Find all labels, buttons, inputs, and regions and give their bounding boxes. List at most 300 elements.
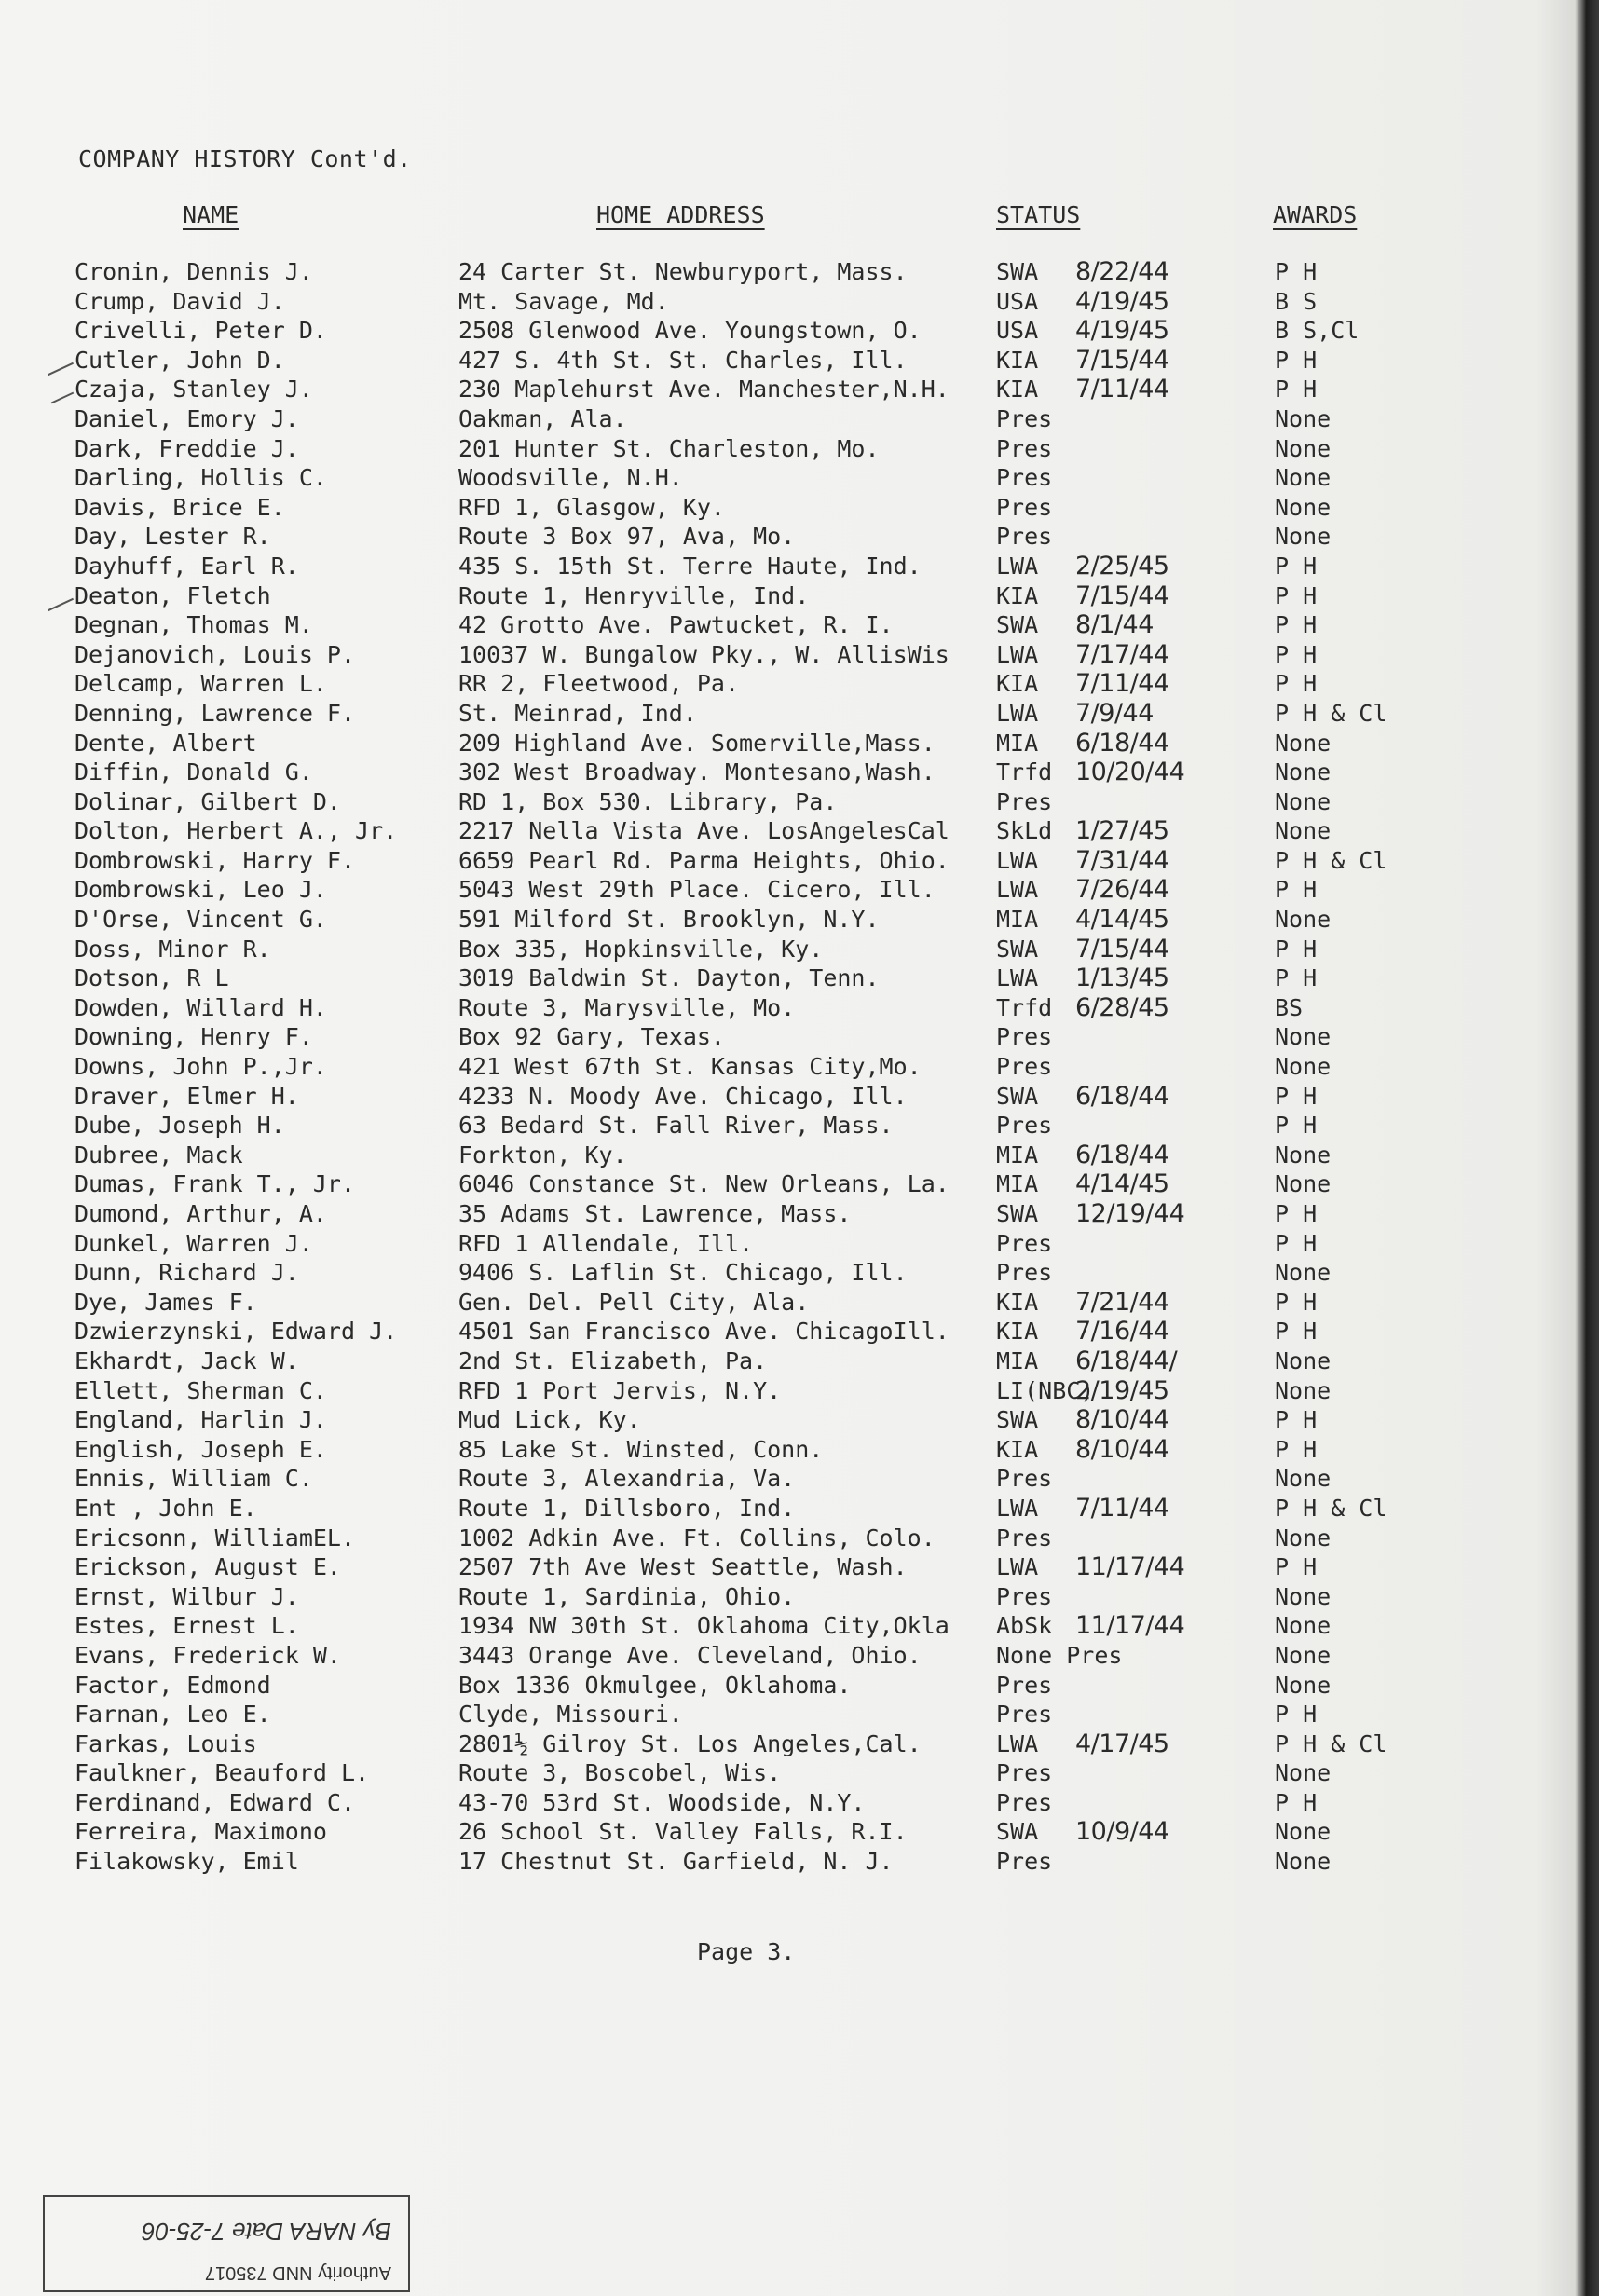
row-address: Route 3 Box 97, Ava, Mo. [458,523,796,551]
row-date: 7/15/44 [1075,345,1169,375]
row-date: 10/9/44 [1075,1817,1169,1847]
row-award: None [1275,493,1332,521]
row-address: Box 1336 Okmulgee, Oklahoma. [458,1671,852,1699]
row-address: 35 Adams St. Lawrence, Mass. [458,1200,852,1227]
row-date: 7/26/44 [1075,875,1169,905]
table-row [0,1141,1599,1170]
table-row [0,1405,1599,1435]
table-row [0,1199,1599,1229]
row-award: P H [1275,1229,1318,1257]
table-row [0,1582,1599,1612]
row-status: Pres [996,1701,1053,1729]
table-row [0,346,1599,376]
row-award: P H & Cl [1275,699,1387,727]
row-name: Dark, Freddie J. [75,434,299,462]
row-name: Daniel, Emory J. [75,404,299,432]
table-row [0,1788,1599,1818]
row-address: 9406 S. Laflin St. Chicago, Ill. [458,1259,908,1287]
row-address: 1934 NW 30th St. Oklahoma City,Okla [458,1612,950,1640]
row-date: 2/25/45 [1075,551,1169,581]
row-status: MIA [996,906,1039,934]
row-address: Woodsville, N.H. [458,464,683,492]
table-row [0,1758,1599,1788]
row-address: 42 Grotto Ave. Pawtucket, R. I. [458,611,894,639]
row-date: 7/21/44 [1075,1287,1169,1317]
row-award: P H [1275,581,1318,609]
row-date: 2/19/45 [1075,1375,1169,1405]
row-status: Pres [996,464,1053,492]
row-name: Doss, Minor R. [75,935,271,963]
row-status: LWA [996,1553,1039,1581]
row-date: 6/18/44 [1075,728,1169,758]
row-award: P H [1275,876,1318,904]
row-award: None [1275,404,1332,432]
row-status: Pres [996,1671,1053,1699]
row-award: None [1275,434,1332,462]
row-date: 1/27/45 [1075,816,1169,846]
row-date: 7/11/44 [1075,375,1169,404]
row-name: Ent , John E. [75,1494,257,1522]
row-award: None [1275,1524,1332,1551]
table-row [0,1288,1599,1318]
column-header-name: NAME [183,201,239,228]
row-award: None [1275,1053,1332,1081]
row-award: None [1275,1641,1332,1669]
table-row [0,1052,1599,1082]
table-row [0,404,1599,434]
row-name: Crivelli, Peter D. [75,317,327,345]
row-name: England, Harlin J. [75,1406,327,1434]
row-name: Erickson, August E. [75,1553,341,1581]
row-name: Cutler, John D. [75,346,285,374]
row-award: P H [1275,1435,1318,1463]
row-award: P H [1275,611,1318,639]
row-status: SWA [996,1406,1039,1434]
row-name: Dejanovich, Louis P. [75,640,356,668]
row-name: Filakowsky, Emil [75,1848,299,1876]
row-date: 4/14/45 [1075,905,1169,935]
row-status: Pres [996,434,1053,462]
row-date: 8/1/44 [1075,610,1154,640]
table-row [0,287,1599,317]
table-row [0,257,1599,287]
document-title: COMPANY HISTORY Cont'd. [78,145,412,172]
row-status: LI(NBC) [996,1376,1095,1404]
row-award: None [1275,787,1332,815]
row-status: Pres [996,1229,1053,1257]
row-name: Dye, James F. [75,1288,257,1316]
row-name: Downs, John P.,Jr. [75,1053,327,1081]
table-row [0,935,1599,964]
table-row [0,1552,1599,1582]
stamp-authority: Authority NND 735017 [204,2262,391,2283]
row-address: RD 1, Box 530. Library, Pa. [458,787,838,815]
row-status: SWA [996,1818,1039,1846]
row-name: Estes, Ernest L. [75,1612,299,1640]
row-address: Forkton, Ky. [458,1141,627,1168]
row-address: Box 92 Gary, Texas. [458,1023,725,1051]
row-address: 3443 Orange Ave. Cleveland, Ohio. [458,1641,922,1669]
row-address: 6046 Constance St. New Orleans, La. [458,1170,950,1198]
row-status: Trfd [996,993,1053,1021]
row-status: KIA [996,670,1039,698]
row-award: None [1275,1023,1332,1051]
table-row [0,1847,1599,1877]
row-address: Route 3, Marysville, Mo. [458,993,796,1021]
row-name: Ferdinand, Edward C. [75,1788,356,1816]
row-address: 4233 N. Moody Ave. Chicago, Ill. [458,1082,908,1110]
row-status: Pres [996,1053,1053,1081]
row-name: Dombrowski, Leo J. [75,876,327,904]
row-status: Pres [996,493,1053,521]
row-name: Dayhuff, Earl R. [75,552,299,580]
row-status: Pres [996,1788,1053,1816]
row-status: SWA [996,1200,1039,1227]
row-status: MIA [996,1346,1039,1374]
table-row [0,1082,1599,1112]
row-award: None [1275,1170,1332,1198]
row-status: MIA [996,1170,1039,1198]
row-date: 7/17/44 [1075,639,1169,669]
table-row [0,846,1599,876]
table-row [0,1317,1599,1346]
table-row [0,493,1599,523]
row-date: 7/16/44 [1075,1317,1169,1346]
row-award: P H [1275,1406,1318,1434]
row-award: P H [1275,1288,1318,1316]
row-date: 7/15/44 [1075,581,1169,610]
row-status: Trfd [996,758,1053,786]
row-date: 4/19/45 [1075,316,1169,346]
row-name: Ellett, Sherman C. [75,1376,327,1404]
row-award: P H [1275,1318,1318,1346]
row-address: Mt. Savage, Md. [458,287,669,315]
row-name: Dente, Albert [75,729,257,757]
row-name: Ferreira, Maximono [75,1818,327,1846]
row-address: Clyde, Missouri. [458,1701,683,1729]
row-award: BS [1275,993,1304,1021]
row-name: Dotson, R L [75,964,229,992]
row-award: None [1275,1582,1332,1610]
row-award: P H [1275,376,1318,403]
row-name: Farnan, Leo E. [75,1701,271,1729]
row-award: None [1275,1376,1332,1404]
row-date: 6/18/44 [1075,1140,1169,1169]
row-date: 7/11/44 [1075,669,1169,699]
row-award: P H [1275,670,1318,698]
row-name: Day, Lester R. [75,523,271,551]
row-status: KIA [996,376,1039,403]
row-address: Mud Lick, Ky. [458,1406,641,1434]
row-status: LWA [996,876,1039,904]
row-status: LWA [996,1729,1039,1757]
row-name: Crump, David J. [75,287,285,315]
row-date: 4/14/45 [1075,1169,1169,1199]
row-award: P H & Cl [1275,1494,1387,1522]
row-award: None [1275,1141,1332,1168]
row-name: Dunkel, Warren J. [75,1229,313,1257]
row-status: Pres [996,1259,1053,1287]
row-status: Pres [996,1848,1053,1876]
table-row [0,905,1599,935]
row-date: 6/18/44/ [1075,1346,1178,1375]
stamp-nara-date: By NARA Date 7-25-06 [142,2218,391,2246]
table-row [0,993,1599,1023]
row-status: None Pres [996,1641,1123,1669]
row-status: Pres [996,1112,1053,1140]
row-name: D'Orse, Vincent G. [75,906,327,934]
row-name: English, Joseph E. [75,1435,327,1463]
table-row [0,1464,1599,1494]
row-award: P H [1275,935,1318,963]
row-address: 2217 Nella Vista Ave. LosAngelesCal [458,817,950,845]
row-status: SWA [996,1082,1039,1110]
row-award: B S,Cl [1275,317,1360,345]
row-name: Dolinar, Gilbert D. [75,787,341,815]
row-award: P H [1275,552,1318,580]
row-award: None [1275,1759,1332,1787]
row-address: 427 S. 4th St. St. Charles, Ill. [458,346,908,374]
row-address: Route 3, Boscobel, Wis. [458,1759,782,1787]
row-status: SWA [996,935,1039,963]
row-address: 2508 Glenwood Ave. Youngstown, O. [458,317,922,345]
row-date: 7/15/44 [1075,934,1169,964]
row-status: MIA [996,1141,1039,1168]
row-address: 63 Bedard St. Fall River, Mass. [458,1112,894,1140]
table-row [0,1817,1599,1847]
table-row [0,434,1599,464]
row-award: P H [1275,258,1318,285]
row-award: None [1275,1259,1332,1287]
row-date: 8/10/44 [1075,1434,1169,1464]
table-row [0,875,1599,905]
row-award: B S [1275,287,1318,315]
row-status: Pres [996,1582,1053,1610]
row-name: Dombrowski, Harry F. [75,846,356,874]
row-award: P H [1275,346,1318,374]
row-address: Route 1, Dillsboro, Ind. [458,1494,796,1522]
row-status: Pres [996,1524,1053,1551]
row-award: P H [1275,1788,1318,1816]
row-award: None [1275,817,1332,845]
row-address: 3019 Baldwin St. Dayton, Tenn. [458,964,880,992]
table-row [0,1671,1599,1701]
table-row [0,1169,1599,1199]
row-address: 10037 W. Bungalow Pky., W. AllisWis [458,640,950,668]
row-address: 421 West 67th St. Kansas City,Mo. [458,1053,922,1081]
row-status: KIA [996,1435,1039,1463]
column-header-address: HOME ADDRESS [596,201,765,228]
row-name: Dumond, Arthur, A. [75,1200,327,1227]
row-status: LWA [996,846,1039,874]
table-row [0,1229,1599,1259]
row-status: USA [996,317,1039,345]
table-row [0,1376,1599,1406]
row-award: P H & Cl [1275,846,1387,874]
row-status: Pres [996,1023,1053,1051]
row-date: 4/19/45 [1075,286,1169,316]
row-name: Faulkner, Beauford L. [75,1759,370,1787]
row-name: Dowden, Willard H. [75,993,327,1021]
row-address: Route 1, Henryville, Ind. [458,581,810,609]
row-name: Farkas, Louis [75,1729,257,1757]
table-row [0,699,1599,729]
column-header-awards: AWARDS [1273,201,1358,228]
row-award: None [1275,906,1332,934]
row-name: Factor, Edmond [75,1671,271,1699]
row-address: RFD 1, Glasgow, Ky. [458,493,725,521]
declassification-stamp [43,2195,410,2292]
row-name: Dube, Joseph H. [75,1112,285,1140]
row-status: AbSk [996,1612,1053,1640]
row-address: Route 3, Alexandria, Va. [458,1465,796,1493]
row-address: 209 Highland Ave. Somerville,Mass. [458,729,936,757]
row-date: 6/28/45 [1075,992,1169,1022]
row-status: KIA [996,1318,1039,1346]
table-row [0,1729,1599,1759]
table-row [0,640,1599,670]
row-status: KIA [996,346,1039,374]
row-address: 17 Chestnut St. Garfield, N. J. [458,1848,894,1876]
column-header-status: STATUS [996,201,1081,228]
row-name: Dolton, Herbert A., Jr. [75,817,398,845]
row-date: 12/19/44 [1075,1199,1185,1228]
row-award: None [1275,523,1332,551]
row-award: None [1275,1848,1332,1876]
row-award: P H & Cl [1275,1729,1387,1757]
row-status: LWA [996,964,1039,992]
roster-table [0,257,1599,1877]
row-status: LWA [996,640,1039,668]
row-date: 11/17/44 [1075,1552,1185,1582]
row-address: 26 School St. Valley Falls, R.I. [458,1818,908,1846]
row-status: KIA [996,581,1039,609]
row-award: P H [1275,1553,1318,1581]
row-address: 43-70 53rd St. Woodside, N.Y. [458,1788,866,1816]
row-name: Darling, Hollis C. [75,464,327,492]
row-name: Davis, Brice E. [75,493,285,521]
table-row [0,1111,1599,1141]
row-status: SWA [996,258,1039,285]
table-row [0,1611,1599,1641]
table-row [0,463,1599,493]
row-status: LWA [996,1494,1039,1522]
row-status: Pres [996,1465,1053,1493]
row-award: P H [1275,964,1318,992]
row-address: Route 1, Sardinia, Ohio. [458,1582,796,1610]
row-address: St. Meinrad, Ind. [458,699,697,727]
row-award: None [1275,1346,1332,1374]
row-address: 4501 San Francisco Ave. ChicagoIll. [458,1318,950,1346]
row-award: None [1275,1465,1332,1493]
table-row [0,1494,1599,1524]
row-award: P H [1275,640,1318,668]
row-name: Dzwierzynski, Edward J. [75,1318,398,1346]
row-name: Cronin, Dennis J. [75,258,313,285]
row-date: 8/10/44 [1075,1405,1169,1435]
row-award: P H [1275,1112,1318,1140]
row-address: 6659 Pearl Rd. Parma Heights, Ohio. [458,846,950,874]
table-row [0,316,1599,346]
row-address: 5043 West 29th Place. Cicero, Ill. [458,876,936,904]
row-address: Oakman, Ala. [458,404,627,432]
table-row [0,375,1599,404]
row-name: Czaja, Stanley J. [75,376,313,403]
row-address: 2nd St. Elizabeth, Pa. [458,1346,768,1374]
row-name: Draver, Elmer H. [75,1082,299,1110]
row-name: Dubree, Mack [75,1141,243,1168]
row-address: 1002 Adkin Ave. Ft. Collins, Colo. [458,1524,936,1551]
table-row [0,1435,1599,1465]
table-row [0,552,1599,581]
row-date: 7/31/44 [1075,845,1169,875]
page-number: Page 3. [697,1938,796,1965]
row-name: Ekhardt, Jack W. [75,1346,299,1374]
row-date: 4/17/45 [1075,1729,1169,1758]
row-name: Evans, Frederick W. [75,1641,341,1669]
row-name: Dumas, Frank T., Jr. [75,1170,356,1198]
row-status: LWA [996,699,1039,727]
table-row [0,581,1599,611]
row-award: P H [1275,1701,1318,1729]
row-address: RFD 1 Port Jervis, N.Y. [458,1376,782,1404]
row-date: 7/9/44 [1075,698,1154,728]
row-award: None [1275,758,1332,786]
row-address: 201 Hunter St. Charleston, Mo. [458,434,880,462]
row-date: 8/22/44 [1075,257,1169,286]
row-address: 85 Lake St. Winsted, Conn. [458,1435,824,1463]
row-address: RR 2, Fleetwood, Pa. [458,670,740,698]
table-row [0,610,1599,640]
row-address: 2507 7th Ave West Seattle, Wash. [458,1553,908,1581]
row-address: RFD 1 Allendale, Ill. [458,1229,754,1257]
row-date: 6/18/44 [1075,1081,1169,1111]
row-status: USA [996,287,1039,315]
row-status: KIA [996,1288,1039,1316]
row-award: None [1275,1612,1332,1640]
row-address: 435 S. 15th St. Terre Haute, Ind. [458,552,922,580]
row-name: Ernst, Wilbur J. [75,1582,299,1610]
row-status: Pres [996,404,1053,432]
table-row [0,1022,1599,1052]
row-award: None [1275,1671,1332,1699]
table-row [0,758,1599,787]
row-date: 1/13/45 [1075,964,1169,993]
table-row [0,1700,1599,1729]
table-row [0,522,1599,552]
table-row [0,1258,1599,1288]
row-award: None [1275,729,1332,757]
row-date: 11/17/44 [1075,1611,1185,1641]
row-status: Pres [996,1759,1053,1787]
row-name: Delcamp, Warren L. [75,670,327,698]
row-name: Ennis, William C. [75,1465,313,1493]
row-address: Box 335, Hopkinsville, Ky. [458,935,824,963]
table-row [0,964,1599,993]
table-row [0,1641,1599,1671]
row-name: Diffin, Donald G. [75,758,313,786]
row-name: Degnan, Thomas M. [75,611,313,639]
row-name: Downing, Henry F. [75,1023,313,1051]
table-row [0,669,1599,699]
row-address: Gen. Del. Pell City, Ala. [458,1288,810,1316]
row-name: Deaton, Fletch [75,581,271,609]
row-address: 2801½ Gilroy St. Los Angeles,Cal. [458,1729,922,1757]
table-row [0,816,1599,846]
row-date: 10/20/44 [1075,758,1185,787]
row-date: 7/11/44 [1075,1493,1169,1523]
row-address: 24 Carter St. Newburyport, Mass. [458,258,908,285]
